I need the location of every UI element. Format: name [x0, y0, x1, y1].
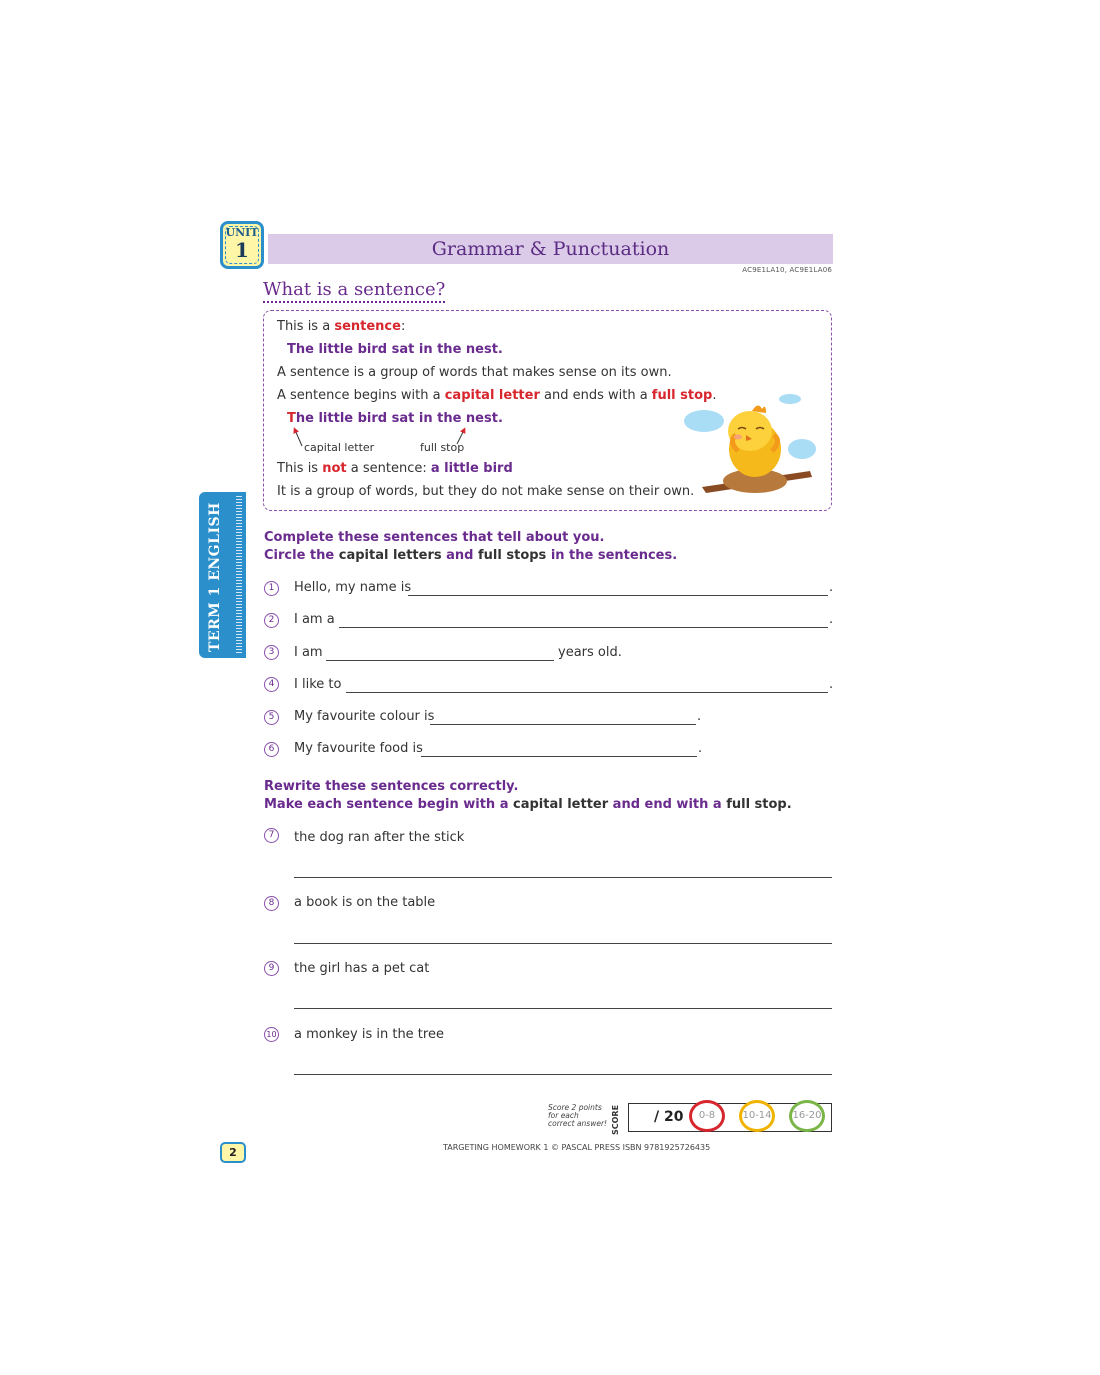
score-box	[628, 1103, 832, 1132]
info-line-5: This is not a sentence: a little bird	[277, 461, 513, 476]
bird-in-nest-icon	[680, 391, 820, 501]
unit-word: UNIT	[225, 226, 259, 239]
question-number: 9	[264, 961, 279, 976]
answer-line[interactable]	[408, 595, 828, 596]
question-number: 7	[264, 828, 279, 843]
answer-line[interactable]	[294, 943, 832, 944]
instruction-circle: Circle the capital letters and full stops in the sentences.	[264, 548, 678, 563]
info-line-2: A sentence is a group of words that makes sense on its own.	[277, 365, 672, 380]
question-number: 8	[264, 896, 279, 911]
info-line-6: It is a group of words, but they do not make sense on their own.	[277, 484, 695, 499]
question-number: 2	[264, 613, 279, 628]
question-text: the girl has a pet cat	[294, 961, 430, 976]
score-total: / 20	[654, 1109, 684, 1125]
answer-line[interactable]	[294, 877, 832, 878]
question-text: My favourite colour is	[294, 709, 435, 724]
keyword-full-stop: full stop	[651, 388, 713, 403]
answer-line[interactable]	[346, 692, 828, 693]
question-number: 3	[264, 645, 279, 660]
arrow-capital-icon	[295, 430, 302, 446]
instruction-make: Make each sentence begin with a capital letter and end with a full stop.	[264, 797, 792, 812]
score-band-high: 16-20	[789, 1100, 825, 1132]
title-bar	[268, 234, 833, 264]
unit-badge	[220, 221, 264, 269]
info-line-1: This is a sentence:	[277, 319, 406, 334]
question-text: Hello, my name is	[294, 580, 412, 595]
answer-line[interactable]	[294, 1074, 832, 1075]
instruction-complete: Complete these sentences that tell about you.	[264, 530, 605, 545]
info-line-3: A sentence begins with a capital letter and ends with a full stop.	[277, 388, 717, 403]
question-number: 4	[264, 677, 279, 692]
question-text: a book is on the table	[294, 895, 436, 910]
example-sentence-2: The little bird sat in the nest.	[287, 411, 503, 426]
question-text: I like to	[294, 677, 342, 692]
question-text: My favourite food is	[294, 741, 423, 756]
answer-line[interactable]	[326, 660, 554, 661]
question-text: I am	[294, 645, 323, 660]
annotation-capital-letter: capital letter	[304, 441, 375, 454]
question-number: 5	[264, 710, 279, 725]
score-band-mid: 10-14	[739, 1100, 775, 1132]
page-number: 2	[220, 1142, 246, 1163]
answer-line[interactable]	[294, 1008, 832, 1009]
answer-line[interactable]	[430, 724, 696, 725]
question-number: 1	[264, 581, 279, 596]
example-sentence-1: The little bird sat in the nest.	[287, 342, 503, 357]
curriculum-codes: AC9E1LA10, AC9E1LA06	[742, 266, 832, 274]
question-text: the dog ran after the stick	[294, 830, 465, 845]
score-note: Score 2 points for each correct answer!	[548, 1103, 608, 1128]
side-tab-label: TERM 1 ENGLISH	[207, 502, 223, 652]
unit-number: 1	[235, 238, 249, 262]
answer-line[interactable]	[421, 756, 697, 757]
question-text: I am a	[294, 612, 335, 627]
keyword-sentence: sentence	[334, 319, 401, 334]
instruction-rewrite: Rewrite these sentences correctly.	[264, 779, 519, 794]
info-box	[263, 310, 832, 511]
section-title: What is a sentence?	[263, 279, 445, 303]
score-band-low: 0-8	[689, 1100, 725, 1132]
answer-line[interactable]	[339, 627, 828, 628]
question-number: 6	[264, 742, 279, 757]
question-text: a monkey is in the tree	[294, 1027, 444, 1042]
annotation-full-stop: full stop	[420, 441, 465, 454]
page-title: Grammar & Punctuation	[431, 238, 670, 260]
side-tab	[199, 492, 246, 658]
footer-text: TARGETING HOMEWORK 1 © PASCAL PRESS ISBN 9781925726435	[443, 1143, 711, 1152]
score-label: SCORE	[611, 1104, 620, 1135]
keyword-capital-letter: capital letter	[444, 388, 540, 403]
question-number: 10	[264, 1027, 279, 1042]
